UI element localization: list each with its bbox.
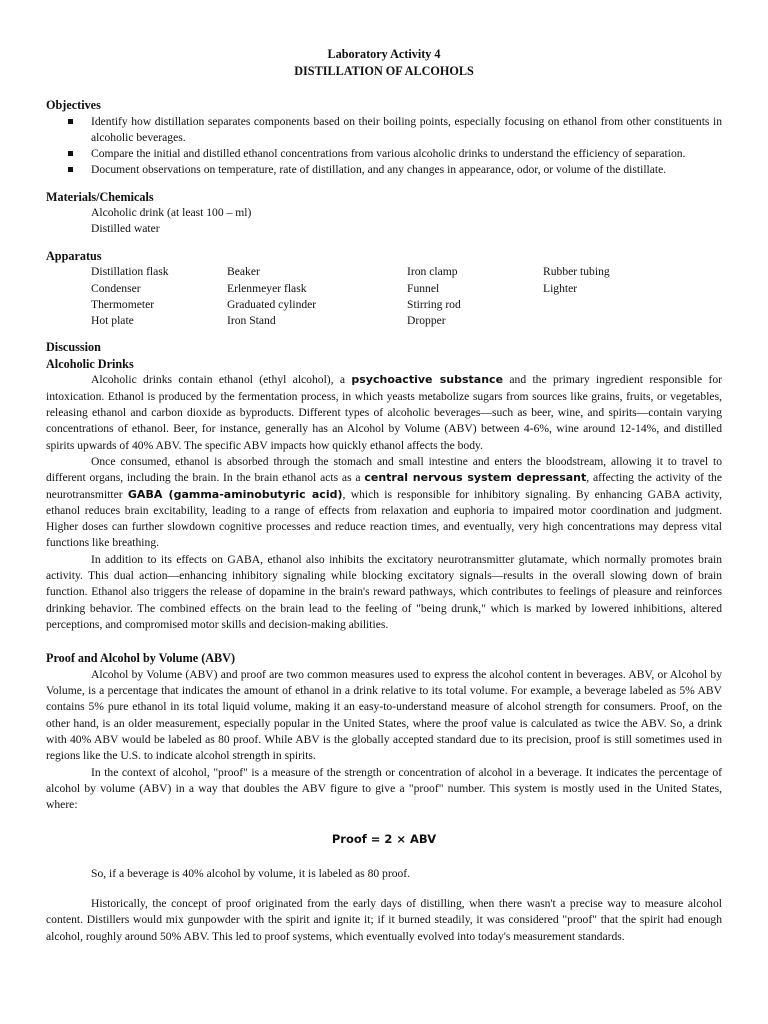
discussion-section xyxy=(46,339,722,633)
material-item: Distilled water xyxy=(91,222,160,236)
text-run: Alcoholic drinks contain ethanol (ethyl alcohol), a xyxy=(91,373,352,387)
apparatus-item: Iron Stand xyxy=(227,314,276,328)
apparatus-item: Funnel xyxy=(407,281,440,295)
apparatus-item: Dropper xyxy=(407,314,446,328)
apparatus-section xyxy=(46,248,722,330)
alcoholic-drinks-heading: Alcoholic Drinks xyxy=(46,356,134,371)
discussion-paragraph xyxy=(46,372,722,453)
emphasis-gaba: GABA (gamma-aminobutyric acid) xyxy=(127,487,343,501)
apparatus-column xyxy=(543,264,663,329)
apparatus-item: Condenser xyxy=(91,281,141,295)
text-run: Once consumed, ethanol is absorbed through the stomach and small intestine and enters the bloodstream, allowing it to travel to different organs, including the brain. In the brain ethanol acts as a xyxy=(46,454,722,485)
apparatus-item: Graduated cylinder xyxy=(227,297,317,311)
activity-title: DISTILLATION OF ALCOHOLS xyxy=(294,64,474,78)
proof-example: So, if a beverage is 40% alcohol by volume, it is labeled as 80 proof. xyxy=(91,866,411,880)
proof-paragraph: Alcohol by Volume (ABV) and proof are two common measures used to express the alcohol content in beverages. ABV, or Alcohol by Volume, is a percentage that indicates the amount of ethanol in a drink relative to its total volume. For example, a beverage labeled as 5% ABV contains 5% pure ethanol in its total liquid volume, making it an easy-to-understand measure of alcohol strength for consumers. Proof, on the other hand, is an older measurement, especially popular in the United States, where the proof value is calculated as twice the ABV. So, a drink with 40% ABV would be labeled as 80 proof. While ABV is the globally accepted standard due to its precision, proof is still sometimes used in regions like the U.S. to indicate alcohol strength in spirits. xyxy=(46,667,722,763)
discussion-paragraph xyxy=(46,454,722,552)
emphasis-cns-depressant: central nervous system depressant xyxy=(364,471,587,485)
objectives-list xyxy=(46,114,722,179)
activity-number: Laboratory Activity 4 xyxy=(327,47,441,61)
apparatus-item: Rubber tubing xyxy=(543,265,610,279)
apparatus-heading: Apparatus xyxy=(46,248,102,263)
proof-history-paragraph: Historically, the concept of proof originated from the early days of distilling, when there wasn't a precise way to measure alcohol content. Distillers would mix gunpowder with the spirit and ignite it; if it burned steadily, it was considered "proof" that the spirit had enough alcohol, roughly around 50% ABV. This led to proof systems, which eventually evolved into today's measurement standards. xyxy=(46,896,722,943)
text-run: , affecting the activity of the neurotransmitter xyxy=(46,471,722,501)
text-run: , which is responsible for inhibitory signaling. By enhancing GABA activity, ethanol reduces brain excitability, leading to a range of effects from relaxation and euphoria to impaired motor coordination and judgment. Higher doses can further slowdown cognitive processes and reduce reaction times, and eventually, very high concentrations may depress vital functions like breathing. xyxy=(46,487,722,550)
emphasis-psychoactive: psychoactive substance xyxy=(351,373,504,387)
apparatus-item: Stirring rod xyxy=(407,297,461,311)
apparatus-column xyxy=(227,264,407,329)
apparatus-item: Beaker xyxy=(227,265,260,279)
objectives-heading: Objectives xyxy=(46,98,101,112)
proof-formula: Proof = 2 × ABV xyxy=(331,832,437,847)
apparatus-item: Distillation flask xyxy=(91,265,169,279)
apparatus-item: Hot plate xyxy=(91,314,134,328)
materials-heading: Materials/Chemicals xyxy=(46,189,154,204)
title-block xyxy=(46,46,722,80)
apparatus-item: Erlenmeyer flask xyxy=(227,281,307,295)
proof-heading: Proof and Alcohol by Volume (ABV) xyxy=(46,651,236,666)
proof-section xyxy=(46,650,722,945)
objective-item: Document observations on temperature, rate of distillation, and any changes in appearance, odor, or volume of the distillate. xyxy=(46,162,722,178)
proof-paragraph: In the context of alcohol, "proof" is a measure of the strength or concentration of alcohol in a beverage. It indicates the percentage of alcohol by volume (ABV) in a way that doubles the ABV figure to give a "proof" number. This system is mostly used in the United States, where: xyxy=(46,765,722,812)
objective-item: Compare the initial and distilled ethanol concentrations from various alcoholic drinks to understand the efficiency of separation. xyxy=(46,146,722,162)
apparatus-item: Iron clamp xyxy=(407,265,458,279)
objectives-section xyxy=(46,97,722,179)
material-item: Alcoholic drink (at least 100 – ml) xyxy=(91,206,252,220)
apparatus-column xyxy=(407,264,543,329)
text-run: and the primary ingredient responsible for intoxication. Ethanol is produced by the fermentation process, in which yeasts metabolize sugars from sources like grains, fruits, or vegetables, releasing ethanol and carbon dioxide as byproducts. Different types of alcoholic beverages—such as beer, wine, and spirits—contain varying concentrations of ethanol. Beer, for instance, generally has an Alcohol by Volume (ABV) between 4-6%, wine around 12-14%, and distilled spirits upwards of 40% ABV. The specific ABV impacts how quickly ethanol affects the body. xyxy=(46,373,722,452)
discussion-heading: Discussion xyxy=(46,340,101,355)
apparatus-item: Lighter xyxy=(543,281,578,295)
apparatus-grid xyxy=(46,264,722,329)
materials-list xyxy=(46,205,722,238)
apparatus-column xyxy=(91,264,227,329)
discussion-paragraph: In addition to its effects on GABA, ethanol also inhibits the excitatory neurotransmitter glutamate, which normally promotes brain activity. This dual action—enhancing inhibitory signaling while blocking excitatory signals—results in the overall slowing down of brain function. Ethanol also triggers the release of dopamine in the brain's reward pathways, which contributes to feelings of pleasure and reinforces drinking behavior. The combined effects on the brain lead to the feeling of "being drunk," which is marked by lowered inhibitions, altered perceptions, and compromised motor skills and decision-making abilities. xyxy=(46,552,722,631)
objective-item: Identify how distillation separates components based on their boiling points, especially focusing on ethanol from other constituents in alcoholic beverages. xyxy=(46,114,722,147)
materials-section xyxy=(46,189,722,238)
apparatus-item: Thermometer xyxy=(91,297,155,311)
